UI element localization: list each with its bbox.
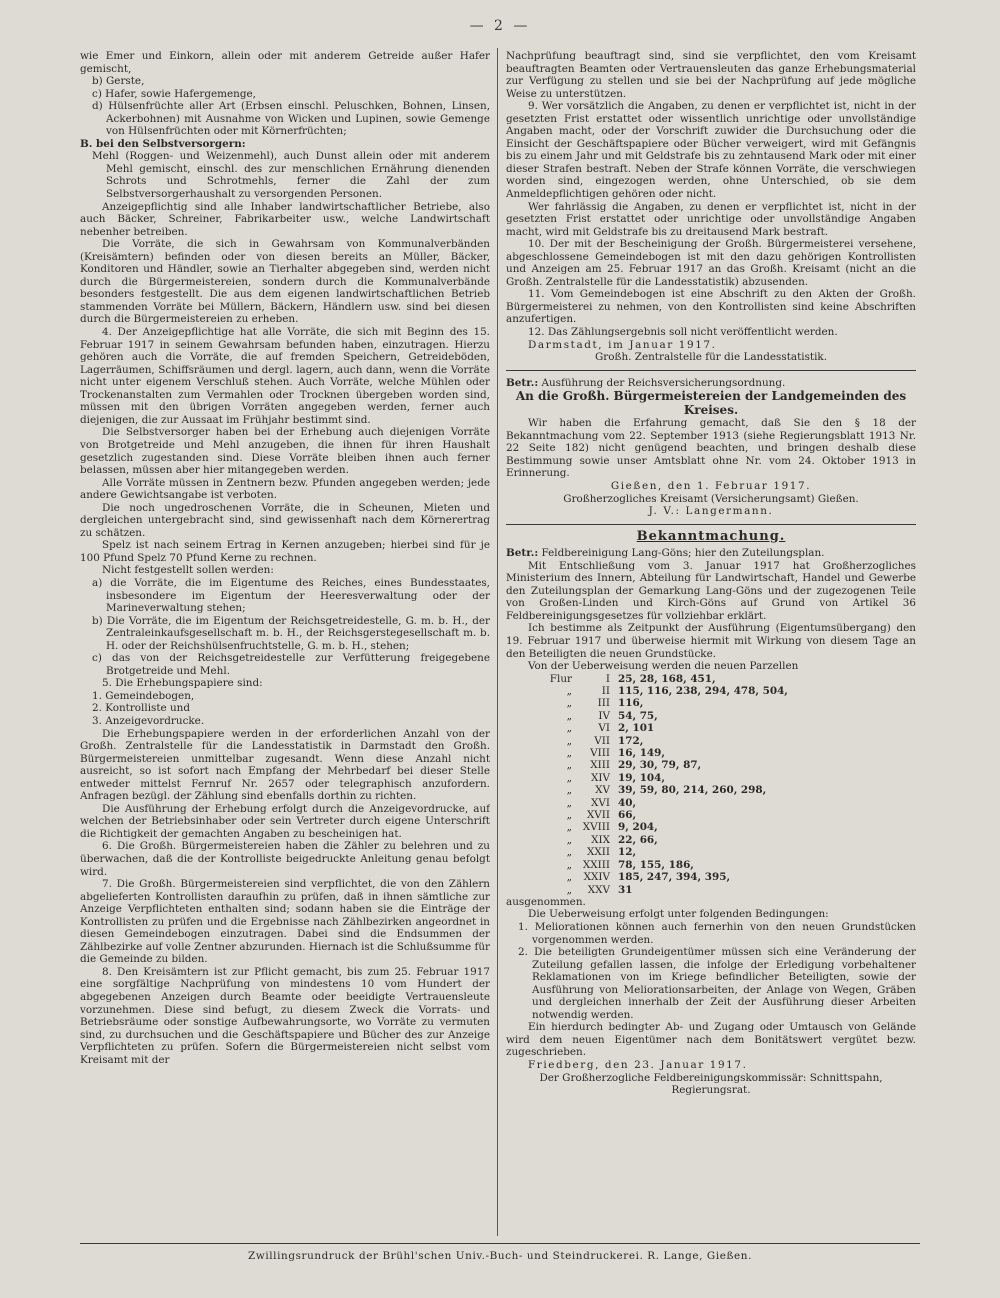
list-item: b) Die Vorräte, die im Eigentum der Reichsgetreidestelle, G. m. b. H., der Zentraleinkaufsgesellschaft m. b. H., der Reichsgerstegesellschaft m. b. H. oder der Reichshülsenfruchtstelle, G. m. b. H., stehen;	[92, 614, 490, 652]
subject-line	[506, 377, 916, 390]
flur-number: VIII	[590, 747, 610, 760]
section-label: B. bei den Selbstversorgern:	[80, 137, 246, 150]
date-line: Friedberg, den 23. Januar 1917.	[528, 1059, 748, 1072]
flur-label: „	[566, 784, 572, 797]
date-line: Darmstadt, im Januar 1917.	[528, 338, 717, 351]
date-line: Gießen, den 1. Februar 1917.	[610, 479, 812, 492]
flur-label: „	[566, 709, 572, 722]
parcel-row	[506, 821, 916, 833]
parcel-numbers: 25, 28, 168, 451,	[618, 672, 716, 685]
flur-number: XIV	[590, 771, 610, 784]
parcel-numbers: 78, 155, 186,	[618, 858, 694, 871]
flur-label: „	[566, 821, 572, 834]
parcel-numbers: 115, 116, 238, 294, 478, 504,	[618, 685, 788, 698]
parcel-numbers: 39, 59, 80, 214, 260, 298,	[618, 784, 767, 797]
paragraph: 6. Die Großh. Bürgermeistereien haben die Zähler zu belehren und zu überwachen, daß die der Kontrolliste beigedruckte Anleitung genau befolgt wird.	[80, 840, 490, 878]
parcel-row	[506, 784, 916, 796]
parcel-row	[506, 685, 916, 697]
paragraph: 4. Der Anzeigepflichtige hat alle Vorräte, die sich mit Beginn des 15. Februar 1917 in seinem Gewahrsam befunden haben, einzutragen. Hierzu gehören auch die Vorräte, die auf fremden Speichern, Getreideböden, Lagerräumen, Schiffsräumen und dergl. lagern, auch dann, wenn die Vorräte nicht unter eigenem Verschluß stehen. Auch Vorräte, welche Mühlen oder Trockenanstalten zum Vermahlen oder Trocknen übergeben worden sind, müssen mit den übrigen Vorräten angegeben werden, ferner auch diejenigen, die zur Aussaat im Frühjahr bestimmt sind.	[80, 326, 490, 426]
section-rule	[506, 370, 916, 371]
flur-label: „	[566, 809, 572, 822]
parcel-row	[506, 846, 916, 858]
paragraph: 8. Den Kreisämtern ist zur Pflicht gemacht, bis zum 25. Februar 1917 eine sorgfältige Nachprüfung von mindestens 10 vom Hundert der abgegebenen Anzeigen durch Beamte oder beeidigte Vertrauensleute vorzunehmen. Diese sind befugt, zu diesem Zweck die Vorrats- und Betriebsräume oder sonstige Aufbewahrungsorte, wo Vorräte zu vermuten sind, zu durchsuchen und die Geschäftspapiere und Bücher des zur Anzeige Verpflichteten zu prüfen. Sofern die Bürgermeistereien nicht selbst vom Kreisamt mit der	[80, 965, 490, 1066]
flur-number: VII	[594, 734, 610, 747]
parcel-numbers: 185, 247, 394, 395,	[618, 871, 731, 884]
flur-number: II	[601, 685, 610, 698]
flur-number: XXII	[586, 846, 610, 859]
printer-imprint: Zwillingsrundruck der Brühl'schen Univ.-Buch- und Steindruckerei. R. Lange, Gießen.	[80, 1243, 920, 1262]
page-number: — 2 —	[469, 18, 531, 34]
paragraph: 9. Wer vorsätzlich die Angaben, zu denen er verpflichtet ist, nicht in der gesetzten Frist erstattet oder wissentlich unrichtige oder unvollständige Angaben macht, oder der Vorschrift zuwider die Durchsuchung oder die Einsicht der Geschäftspapiere oder Bücher verweigert, wird mit Gefängnis bis zu einem Jahr und mit Geldstrafe bis zu zehntausend Mark oder mit einer dieser Strafen bestraft. Neben der Strafe können Vorräte, die verschwiegen worden sind, eingezogen werden, ohne Unterschied, ob sie dem Anmeldepflichtigen gehören oder nicht.	[506, 100, 916, 201]
paragraph: Die noch ungedroschenen Vorräte, die in Scheunen, Mieten und dergleichen untergebracht sind, sind gewissenhaft nach dem Körnerertrag zu schätzen.	[80, 501, 490, 539]
list-item: 1. Gemeindebogen,	[92, 689, 195, 702]
paragraph: Ich bestimme als Zeitpunkt der Ausführung (Eigentumsübergang) den 19. Februar 1917 und überweise hiermit mit Wirkung von diesem Tage an den Beteiligten die neuen Grundstücke.	[506, 622, 916, 660]
flur-number: XIII	[590, 759, 610, 772]
subject-line	[506, 547, 916, 560]
list-item: a) die Vorräte, die im Eigentume des Reiches, eines Bundesstaates, insbesondere im Eigentum der Heeresverwaltung oder der Marineverwaltung stehen;	[92, 576, 490, 615]
paragraph: 12. Das Zählungsergebnis soll nicht veröffentlicht werden.	[528, 326, 838, 339]
paragraph: Anzeigepflichtig sind alle Inhaber landwirtschaftlicher Betriebe, also auch Bäcker, Schreiner, Fabrikarbeiter usw., welche Landwirtschaft nebenher betreiben.	[80, 200, 490, 238]
paragraph: Von der Ueberweisung werden die neuen Parzellen	[528, 660, 799, 673]
flur-label: „	[566, 796, 572, 809]
flur-label: „	[566, 846, 572, 859]
parcel-row	[506, 859, 916, 871]
paragraph: Wir haben die Erfahrung gemacht, daß Sie den § 18 der Bekanntmachung vom 22. September 1913 (siehe Regierungsblatt 1913 Nr. 22 Seite 182) nicht genügend beachten, und bringen deshalb diese Bestimmung sowie unser Amtsblatt ohne Nr. vom 24. Oktober 1913 in Erinnerung.	[506, 417, 916, 480]
paragraph: 5. Die Erhebungspapiere sind:	[102, 677, 263, 690]
parcel-row	[506, 759, 916, 771]
paragraph: Die Erhebungspapiere werden in der erforderlichen Anzahl von der Großh. Zentralstelle für die Landesstatistik in Darmstadt den Großh. Bürgermeistereien unmittelbar zugesandt. Wenn diese Anzahl nicht ausreicht, so ist sofort nach Empfang der Mehrbedarf bei dieser Stelle entweder mittelst Fernruf Nr. 2657 oder telegraphisch anzufordern. Anfragen bezügl. der Zählung sind ebenfalls dorthin zu richten.	[80, 727, 490, 803]
parcel-numbers: 2, 101	[618, 722, 655, 735]
paragraph: Die Ausführung der Erhebung erfolgt durch die Anzeigevordrucke, auf welchen der Betriebsinhaber oder sein Vertreter durch eigene Unterschrift die Richtigkeit der gemachten Angaben zu bescheinigen hat.	[80, 802, 490, 840]
parcel-numbers: 116,	[618, 697, 644, 710]
flur-label: „	[566, 883, 572, 896]
left-column	[80, 50, 490, 1235]
flur-label: „	[566, 697, 572, 710]
paragraph: 10. Der mit der Bescheinigung der Großh. Bürgermeisterei versehene, abgeschlossene Gemeindebogen ist mit den dazu gehörigen Kontrollisten und Anzeigen am 25. Februar 1917 an das Großh. Kreisamt (nicht an die Großh. Zentralstelle für die Landesstatistik) abzusenden.	[506, 238, 916, 288]
flur-label: „	[566, 833, 572, 846]
flur-label: Flur	[549, 672, 572, 685]
flur-number: I	[605, 672, 610, 685]
paragraph: Alle Vorräte müssen in Zentnern bezw. Pfunden angegeben werden; jede andere Gewichtsangabe ist verboten.	[80, 476, 490, 502]
subject-text: Feldbereinigung Lang-Göns; hier den Zuteilungsplan.	[541, 547, 825, 560]
parcel-row	[506, 884, 916, 896]
parcel-numbers: 12,	[618, 846, 637, 859]
flur-number: XXV	[587, 883, 610, 896]
flur-label: „	[566, 747, 572, 760]
flur-number: III	[597, 697, 610, 710]
paragraph: 11. Vom Gemeindebogen ist eine Abschrift zu den Akten der Großh. Bürgermeisterei zu nehmen, von den Kontrollisten sind keine Abschriften anzufertigen.	[506, 288, 916, 326]
flur-number: XIX	[591, 833, 610, 846]
flur-number: XVIII	[582, 821, 610, 834]
paragraph: Spelz ist nach seinem Ertrag in Kernen anzugeben; hierbei sind für je 100 Pfund Spelz 70 Pfund Kerne zu rechnen.	[80, 539, 490, 564]
flur-label: „	[566, 771, 572, 784]
parcel-row	[506, 747, 916, 759]
notice-heading: Bekanntmachung.	[636, 528, 786, 544]
column-divider	[497, 48, 498, 1236]
signature: Großh. Zentralstelle für die Landesstatistik.	[594, 351, 828, 364]
flur-number: IV	[598, 709, 610, 722]
list-item: 3. Anzeigevordrucke.	[92, 714, 205, 727]
parcel-numbers: 40,	[618, 796, 637, 809]
parcel-row	[506, 797, 916, 809]
parcel-numbers: 9, 204,	[618, 821, 658, 834]
parcel-numbers: 172,	[618, 734, 644, 747]
office-line: Großherzogliches Kreisamt (Versicherungsamt) Gießen.	[563, 492, 859, 505]
flur-number: XXIII	[582, 858, 610, 871]
subject-text: Ausführung der Reichsversicherungsordnung.	[541, 376, 786, 389]
flur-label: „	[566, 722, 572, 735]
paragraph: wie Emer und Einkorn, allein oder mit anderem Getreide außer Hafer gemischt,	[80, 50, 490, 75]
paragraph: ausgenommen.	[506, 895, 586, 908]
notice-heading: An die Großh. Bürgermeistereien der Landgemeinden des Kreises.	[515, 389, 907, 418]
flur-number: XV	[595, 784, 610, 797]
paragraph: Nicht festgestellt sollen werden:	[102, 564, 274, 577]
flur-number: XVI	[590, 796, 610, 809]
section-rule	[506, 524, 916, 525]
subject-label: Betr.:	[506, 376, 539, 389]
list-item: d) Hülsenfrüchte aller Art (Erbsen einschl. Peluschken, Bohnen, Linsen, Ackerbohnen) mit Ausnahme von Wicken und Lupinen, sowie Gemenge von Hülsenfrüchten oder mit Körnerfrüchten;	[92, 100, 490, 138]
parcel-numbers: 31	[618, 883, 633, 896]
list-item: 2. Kontrolliste und	[92, 702, 191, 715]
paragraph: Ein hierdurch bedingter Ab- und Zugang oder Umtausch von Gelände wird dem neuen Eigentümer nach dem Bonitätswert vergütet bezw. zugeschrieben.	[506, 1021, 916, 1059]
signature: Der Großherzogliche Feldbereinigungskommissär: Schnittspahn, Regierungsrat.	[539, 1071, 883, 1097]
paragraph: Die Ueberweisung erfolgt unter folgenden Bedingungen:	[528, 908, 829, 921]
list-item: c) das von der Reichsgetreidestelle zur Verfütterung freigegebene Brotgetreide und Mehl.	[92, 652, 490, 677]
subject-label: Betr.:	[506, 547, 539, 560]
paragraph: Nachprüfung beauftragt sind, sind sie verpflichtet, den vom Kreisamt beauftragten Beamten oder Vertrauensleuten das ganze Erhebungsmaterial zur Verfügung zu stellen und sie bei der Nachprüfung auf jede mögliche Weise zu unterstützen.	[506, 50, 916, 100]
flur-label: „	[566, 858, 572, 871]
paragraph: Wer fahrlässig die Angaben, zu denen er verpflichtet ist, nicht in der gesetzten Frist erstattet oder unrichtige oder unvollständige Angaben macht, wird mit Geldstrafe bis zu dreitausend Mark bestraft.	[506, 200, 916, 238]
parcel-row	[506, 722, 916, 734]
parcel-row	[506, 710, 916, 722]
paragraph: Mehl (Roggen- und Weizenmehl), auch Dunst allein oder mit anderem Mehl gemischt, einschl. des zur menschlichen Ernährung dienenden Schrots und Schrotmehls, ferner die Zahl der zum Selbstversorgerhaushalt zu versorgenden Personen.	[92, 150, 490, 201]
parcel-row	[506, 871, 916, 883]
signature: J. V.: Langermann.	[648, 505, 774, 518]
parcel-row	[506, 772, 916, 784]
flur-label: „	[566, 734, 572, 747]
parcel-numbers: 19, 104,	[618, 771, 666, 784]
parcel-numbers: 22, 66,	[618, 833, 658, 846]
parcel-list	[506, 673, 916, 896]
flur-number: VI	[598, 722, 610, 735]
flur-label: „	[566, 685, 572, 698]
parcel-row	[506, 809, 916, 821]
paragraph: 7. Die Großh. Bürgermeistereien sind verpflichtet, die von den Zählern abgelieferten Kontrollisten daraufhin zu prüfen, daß in ihnen sämtliche zur Anzeige Verpflichteten enthalten sind; sodann haben sie die Einträge der Kontrollisten zu prüfen und die Ergebnisse nach Zählbezirken angeordnet in diesen Gemeindebogen einzutragen. Dabei sind die Endsummen der Zählbezirke auf volle Zentner abzurunden. Hiernach ist die Schlußsumme für die Gemeinde zu bilden.	[80, 878, 490, 966]
paragraph: Die Selbstversorger haben bei der Erhebung auch diejenigen Vorräte von Brotgetreide und Mehl anzugeben, die ihnen für ihren Haushalt gesetzlich zugestanden sind. Diese Vorräte bleiben ihnen auch ferner belassen, müssen aber hier mitangegeben werden.	[80, 426, 490, 477]
parcel-row	[506, 697, 916, 709]
flur-number: XVII	[586, 809, 610, 822]
parcel-numbers: 54, 75,	[618, 709, 658, 722]
parcel-row	[506, 673, 916, 685]
parcel-numbers: 16, 149,	[618, 747, 666, 760]
parcel-row	[506, 735, 916, 747]
parcel-row	[506, 834, 916, 846]
paragraph: Die Vorräte, die sich in Gewahrsam von Kommunalverbänden (Kreisämtern) befinden oder von diesen bereits an Müller, Bäcker, Konditoren und Händler, sowie an Tierhalter abgegeben sind, werden nicht durch die Bürgermeistereien, sondern durch die Kommunalverbände besonders festgestellt. Die aus dem eigenen landwirtschaftlichen Betrieb stammenden Vorräte bei Müllern, Bäckern, Händlern usw. sind bei diesen durch die Bürgermeistereien zu erheben.	[80, 238, 490, 326]
list-item: 2. Die beteiligten Grundeigentümer müssen sich eine Veränderung der Zuteilung gefallen lassen, die infolge der Erledigung vorbehaltener Reklamationen von im Kriege befindlicher Beteiligten, sowie der Ausführung von Meliorationsarbeiten, der Anlage von Wegen, Gräben und dergleichen innerhalb der Zeit der Ausführung dieser Arbeiten notwendig werden.	[518, 946, 916, 1021]
right-column	[506, 50, 916, 1235]
flur-number: XXIV	[583, 871, 610, 884]
paragraph: Mit Entschließung vom 3. Januar 1917 hat Großherzogliches Ministerium des Innern, Abteilung für Landwirtschaft, Handel und Gewerbe den Zuteilungsplan der Gemarkung Lang-Göns und der zugezogenen Teile von Großen-Linden und Kirch-Göns auf Grund von Artikel 36 Feldbereinigungsgesetzes für vollziehbar erklärt.	[506, 559, 916, 622]
parcel-numbers: 29, 30, 79, 87,	[618, 759, 702, 772]
flur-label: „	[566, 759, 572, 772]
parcel-numbers: 66,	[618, 809, 637, 822]
list-item: b) Gerste,	[92, 75, 145, 88]
list-item: c) Hafer, sowie Hafergemenge,	[92, 87, 256, 100]
flur-label: „	[566, 871, 572, 884]
list-item: 1. Meliorationen können auch fernerhin von den neuen Grundstücken vorgenommen werden.	[518, 921, 916, 946]
